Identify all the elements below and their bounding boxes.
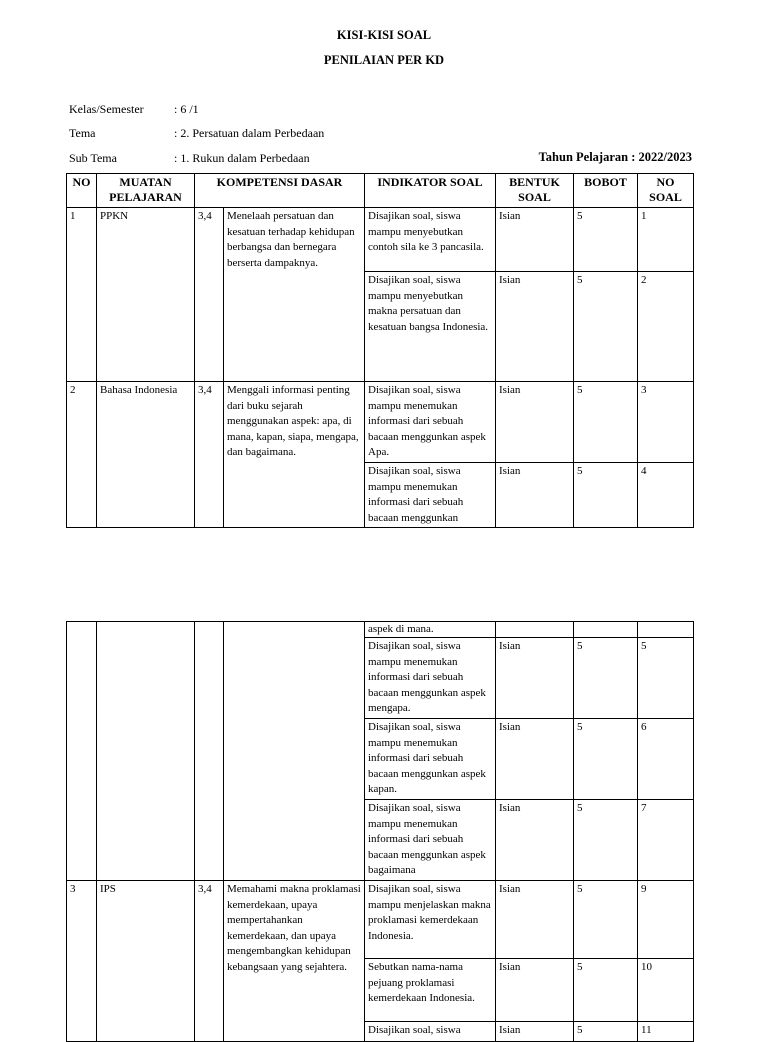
no-soal-cell: 2 xyxy=(638,272,694,382)
bentuk-cell: Isian xyxy=(496,272,574,382)
bobot-cell: 5 xyxy=(574,799,638,880)
row-number xyxy=(67,622,97,881)
kd-number: 3,4 xyxy=(195,880,224,1041)
bentuk-cell: Isian xyxy=(496,462,574,527)
bentuk-cell: Isian xyxy=(496,208,574,272)
document-title: KISI-KISI SOAL xyxy=(336,28,432,42)
table-row xyxy=(67,208,694,272)
indikator-cell: Disajikan soal, siswa mampu menyebutkan contoh sila ke 3 pancasila. xyxy=(365,208,496,272)
indikator-cell: Disajikan soal, siswa xyxy=(365,1021,496,1041)
kisi-table-page2 xyxy=(66,621,694,1042)
bentuk-cell: Isian xyxy=(496,958,574,1021)
muatan-cell: IPS xyxy=(97,880,195,1041)
bobot-cell: 5 xyxy=(574,272,638,382)
bobot-cell: 5 xyxy=(574,638,638,719)
indikator-cell: Disajikan soal, siswa mampu menemukan informasi dari sebuah bacaan menggunkan xyxy=(365,462,496,527)
indikator-cell: Disajikan soal, siswa mampu menemukan informasi dari sebuah bacaan menggunkan aspek Apa. xyxy=(365,382,496,463)
indikator-cell: Disajikan soal, siswa mampu menemukan informasi dari sebuah bacaan menggunkan aspek mengapa. xyxy=(365,638,496,719)
no-soal-cell: 10 xyxy=(638,958,694,1021)
subtema-value: : 1. Rukun dalam Perbedaan xyxy=(174,151,310,165)
kd-number: 3,4 xyxy=(195,382,224,528)
muatan-cell: Bahasa Indonesia xyxy=(97,382,195,528)
header-bentuk: BENTUK SOAL xyxy=(496,174,574,208)
no-soal-cell: 5 xyxy=(638,638,694,719)
bobot-cell: 5 xyxy=(574,382,638,463)
bentuk-cell: Isian xyxy=(496,718,574,799)
indikator-cell: Disajikan soal, siswa mampu menemukan informasi dari sebuah bacaan menggunkan aspek bagaimana xyxy=(365,799,496,880)
row-number: 2 xyxy=(67,382,97,528)
no-soal-cell xyxy=(638,622,694,638)
bobot-cell: 5 xyxy=(574,1021,638,1041)
kelas-label: Kelas/Semester xyxy=(69,102,144,116)
kd-description: Memahami makna proklamasi kemerdekaan, upaya mempertahankan kemerdekaan, dan upaya mengembangkan kehidupan kebangsaan yang sejahtera. xyxy=(224,880,365,1041)
header-no: NO xyxy=(67,174,97,208)
header-kompetensi-dasar: KOMPETENSI DASAR xyxy=(195,174,365,208)
kd-description xyxy=(224,622,365,881)
bobot-cell xyxy=(574,622,638,638)
no-soal-cell: 1 xyxy=(638,208,694,272)
indikator-cell: Disajikan soal, siswa mampu menyebutkan makna persatuan dan kesatuan bangsa Indonesia. xyxy=(365,272,496,382)
no-soal-cell: 7 xyxy=(638,799,694,880)
kd-number xyxy=(195,622,224,881)
indikator-cell: Disajikan soal, siswa mampu menjelaskan makna proklamasi kemerdekaan Indonesia. xyxy=(365,880,496,958)
academic-year: Tahun Pelajaran : 2022/2023 xyxy=(538,150,692,164)
header-bobot: BOBOT xyxy=(574,174,638,208)
bentuk-cell xyxy=(496,622,574,638)
header-muatan: MUATAN PELAJARAN xyxy=(97,174,195,208)
bentuk-cell: Isian xyxy=(496,382,574,463)
no-soal-cell: 9 xyxy=(638,880,694,958)
bobot-cell: 5 xyxy=(574,208,638,272)
bentuk-cell: Isian xyxy=(496,799,574,880)
subtema-label: Sub Tema xyxy=(69,151,117,165)
header-row xyxy=(67,174,694,208)
table-row xyxy=(67,880,694,958)
document-subtitle: PENILAIAN PER KD xyxy=(323,53,445,67)
bentuk-cell: Isian xyxy=(496,1021,574,1041)
header-indikator: INDIKATOR SOAL xyxy=(365,174,496,208)
kelas-value: : 6 /1 xyxy=(174,102,199,116)
indikator-cell: Disajikan soal, siswa mampu menemukan informasi dari sebuah bacaan menggunkan aspek kapan. xyxy=(365,718,496,799)
kd-number: 3,4 xyxy=(195,208,224,382)
kd-description: Menelaah persatuan dan kesatuan terhadap kehidupan berbangsa dan bernegara berserta dampaknya. xyxy=(224,208,365,382)
tema-value: : 2. Persatuan dalam Perbedaan xyxy=(174,126,325,140)
bentuk-cell: Isian xyxy=(496,638,574,719)
bobot-cell: 5 xyxy=(574,718,638,799)
bentuk-cell: Isian xyxy=(496,880,574,958)
kisi-table-page1 xyxy=(66,173,694,528)
bobot-cell: 5 xyxy=(574,958,638,1021)
indikator-cell: aspek di mana. xyxy=(365,622,496,638)
muatan-cell: PPKN xyxy=(97,208,195,382)
bobot-cell: 5 xyxy=(574,880,638,958)
row-number: 1 xyxy=(67,208,97,382)
no-soal-cell: 4 xyxy=(638,462,694,527)
indikator-cell: Sebutkan nama-nama pejuang proklamasi kemerdekaan Indonesia. xyxy=(365,958,496,1021)
bobot-cell: 5 xyxy=(574,462,638,527)
no-soal-cell: 6 xyxy=(638,718,694,799)
row-number: 3 xyxy=(67,880,97,1041)
tema-label: Tema xyxy=(69,126,96,140)
table-row xyxy=(67,622,694,638)
table-row xyxy=(67,382,694,463)
no-soal-cell: 3 xyxy=(638,382,694,463)
no-soal-cell: 11 xyxy=(638,1021,694,1041)
muatan-cell xyxy=(97,622,195,881)
header-no-soal: NO SOAL xyxy=(638,174,694,208)
kd-description: Menggali informasi penting dari buku sejarah menggunakan aspek: apa, di mana, kapan, siapa, mengapa, dan bagaimana. xyxy=(224,382,365,528)
